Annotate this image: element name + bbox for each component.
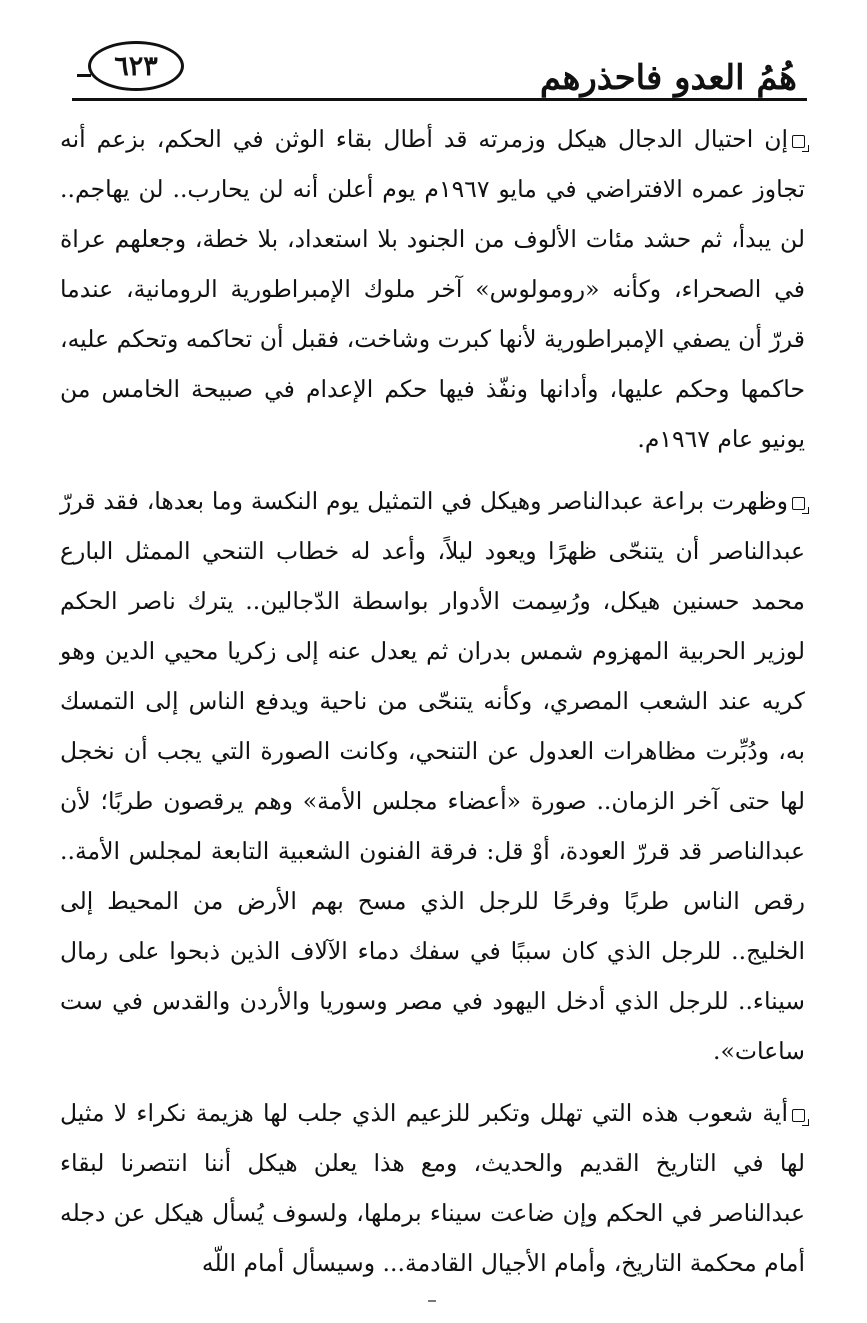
paragraph-1-text: إن احتيال الدجال هيكل وزمرته قد أطال بقاء الوثن في الحكم، بزعم أنه تجاوز عمره الافتراضي في مايو ١٩٦٧م يوم أعلن أنه لن يحارب.. لن يهاجم.. لن يبدأ، ثم حشد مئات الألوف من الجنود بلا استعداد، بلا خطة، وجعلهم عراة في الصحراء، وكأنه «رومولوس» آخر ملوك الإمبراطورية الرومانية، عندما قررّ أن يصفي الإمبراطورية لأنها كبرت وشاخت، فقبل أن تحاكمه وتحكم عليه، حاكمها وحكم عليها، وأدانها ونفّذ فيها حكم الإعدام في صبيحة الخامس من يونيو عام ١٩٦٧م. bbox=[60, 125, 805, 453]
page-number: ٦٢٣ bbox=[114, 50, 158, 82]
paragraph-marker-icon bbox=[792, 497, 805, 510]
footer-mark bbox=[428, 1300, 436, 1302]
paragraph-marker-icon bbox=[792, 1109, 805, 1122]
paragraph-2 bbox=[60, 476, 805, 1076]
paragraph-marker-icon bbox=[792, 135, 805, 148]
paragraph-3 bbox=[60, 1088, 805, 1288]
running-title: هُمُ العدو فاحذرهم bbox=[539, 58, 797, 98]
body-text bbox=[60, 114, 805, 1288]
page-number-frame bbox=[88, 41, 184, 91]
paragraph-2-text: وظهرت براعة عبدالناصر وهيكل في التمثيل يوم النكسة وما بعدها، فقد قررّ عبدالناصر أن يتنحّى ظهرًا ويعود ليلاً، وأعد له خطاب التنحي الممثل البارع محمد حسنين هيكل، ورُسِمت الأدوار بواسطة الدّجالين.. يترك ناصر الحكم لوزير الحربية المهزوم شمس بدران ثم يعدل عنه إلى زكريا محيي الدين وهو كريه عند الشعب المصري، وكأنه يتنحّى من ناحية ويدفع الناس إلى التمسك به، ودُبِّرت مظاهرات العدول عن التنحي، وكانت الصورة التي يجب أن نخجل لها حتى آخر الزمان.. صورة «أعضاء مجلس الأمة» وهم يرقصون طربًا؛ لأن عبدالناصر قد قررّ العودة، أوْ قل: فرقة الفنون الشعبية التابعة لمجلس الأمة.. رقص الناس طربًا وفرحًا للرجل الذي مسح بهم الأرض من المحيط إلى الخليج.. للرجل الذي كان سببًا في سفك دماء الآلاف الذين ذبحوا على رمال سيناء.. للرجل الذي أدخل اليهود في مصر وسوريا والأردن والقدس في ست ساعات». bbox=[60, 487, 805, 1065]
paragraph-3-text: أية شعوب هذه التي تهلل وتكبر للزعيم الذي جلب لها هزيمة نكراء لا مثيل لها في التاريخ القديم والحديث، ومع هذا يعلن هيكل أننا انتصرنا لبقاء عبدالناصر في الحكم وإن ضاعت سيناء برملها، ولسوف يُسأل هيكل عن دجله أمام محكمة التاريخ، وأمام الأجيال القادمة... وسيسأل أمام اللّه bbox=[60, 1099, 805, 1277]
paragraph-1 bbox=[60, 114, 805, 464]
header-rule bbox=[72, 98, 807, 101]
